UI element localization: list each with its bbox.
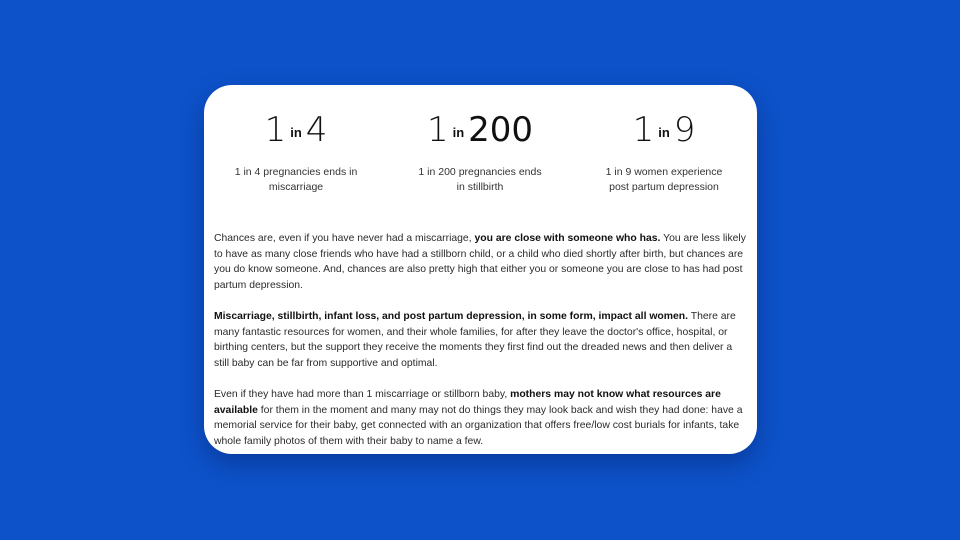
- paragraph-text: Chances are, even if you have never had a miscarriage,: [214, 233, 475, 244]
- stat-postpartum: [572, 107, 756, 195]
- paragraph-emphasis: mothers may not know what resources are available: [214, 389, 721, 416]
- paragraph: [214, 231, 749, 293]
- stat-number: 4: [305, 110, 328, 150]
- stat-figure: [572, 107, 756, 153]
- paragraph: [214, 387, 749, 449]
- stat-number: 200: [468, 110, 534, 150]
- stat-figure: [388, 107, 572, 153]
- paragraph: [214, 309, 749, 371]
- paragraph-text: There are many fantastic resources for women, and their whole families, for after they leave the doctor's office, hospital, or birthing centers, but the support they receive the moments they first find out the dreaded news and then deliver a still baby can be far from supportive and optimal.: [214, 311, 736, 369]
- stat-number: 1: [264, 110, 287, 150]
- stat-caption: 1 in 4 pregnancies ends in miscarriage: [234, 166, 358, 193]
- stat-word: in: [658, 125, 670, 140]
- paragraph-emphasis: Miscarriage, stillbirth, infant loss, and post partum depression, in some form, impact all women.: [214, 311, 689, 322]
- paragraph-text: You are less likely to have as many close friends who have had a stillborn child, or a child who died shortly after birth, but chances are you do know someone. And, chances are also pretty high that either you or someone you are close to has had post partum depression.: [214, 233, 746, 291]
- stat-caption: 1 in 9 women experience post partum depression: [605, 166, 723, 193]
- stat-word: in: [290, 125, 302, 140]
- stat-caption: 1 in 200 pregnancies ends in stillbirth: [418, 166, 542, 193]
- stat-number: 1: [632, 110, 655, 150]
- stat-number: 1: [426, 110, 449, 150]
- paragraph-text: for them in the moment and many may not do things they may look back and wish they had done: have a memorial service for their baby, get connected with an organization that offers free/low cost burials for infants, take whole family photos of them with their baby to name a few.: [214, 404, 743, 447]
- info-card: [204, 85, 757, 454]
- stat-stillbirth: [388, 107, 572, 195]
- stat-figure: [204, 107, 388, 153]
- stat-miscarriage: [204, 107, 388, 195]
- stat-number: 9: [673, 110, 696, 150]
- paragraph-text: Even if they have had more than 1 miscarriage or stillborn baby,: [214, 389, 511, 400]
- stat-word: in: [452, 125, 465, 140]
- statistics-row: [204, 107, 757, 202]
- body-text: [214, 231, 749, 465]
- paragraph-emphasis: you are close with someone who has.: [474, 233, 661, 244]
